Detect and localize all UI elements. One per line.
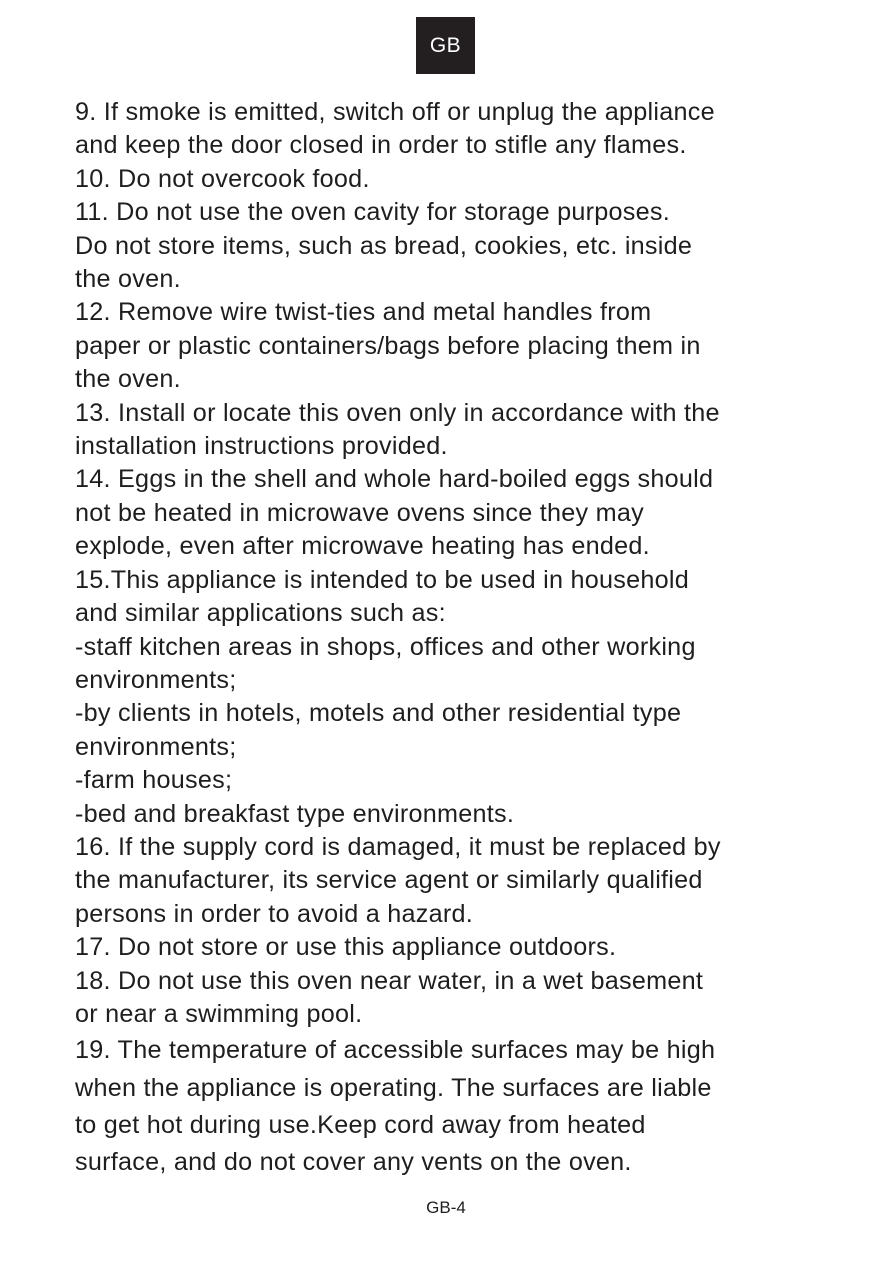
- text-line: 9. If smoke is emitted, switch off or unplug the appliance: [75, 98, 715, 126]
- text-line: environments;: [75, 732, 237, 761]
- text-line: to get hot during use.Keep cord away from heated: [75, 1110, 646, 1139]
- text-line: 15.This appliance is intended to be used in household: [75, 565, 689, 594]
- text-line: surface, and do not cover any vents on the oven.: [75, 1147, 632, 1176]
- text-line: the oven.: [75, 365, 181, 394]
- text-line: -farm houses;: [75, 766, 233, 795]
- safety-instructions-text: [75, 96, 855, 1180]
- text-line: 11. Do not use the oven cavity for storage purposes.: [75, 198, 670, 227]
- text-line: the manufacturer, its service agent or similarly qualified: [75, 866, 703, 895]
- text-line: not be heated in microwave ovens since they may: [75, 498, 644, 527]
- text-line: 16. If the supply cord is damaged, it must be replaced by: [75, 832, 721, 861]
- text-line: -bed and breakfast type environments.: [75, 799, 515, 828]
- text-line: environments;: [75, 665, 237, 694]
- text-line: persons in order to avoid a hazard.: [75, 899, 473, 928]
- text-line: 17. Do not store or use this appliance outdoors.: [75, 933, 617, 962]
- text-line: Do not store items, such as bread, cookies, etc. inside: [75, 231, 693, 260]
- text-line: 10. Do not overcook food.: [75, 164, 370, 193]
- text-line: 13. Install or locate this oven only in accordance with the: [75, 398, 720, 427]
- text-line: and similar applications such as:: [75, 599, 446, 628]
- text-line: 18. Do not use this oven near water, in a wet basement: [75, 966, 704, 995]
- text-line: when the appliance is operating. The surfaces are liable: [75, 1073, 712, 1102]
- text-line: or near a swimming pool.: [75, 999, 363, 1028]
- language-badge: GB: [416, 17, 475, 74]
- text-line: paper or plastic containers/bags before placing them in: [75, 331, 701, 360]
- text-line: -staff kitchen areas in shops, offices and other working: [75, 632, 696, 661]
- page-number: GB-4: [426, 1198, 466, 1217]
- text-line: and keep the door closed in order to stifle any flames.: [75, 131, 687, 160]
- text-line: 19. The temperature of accessible surfaces may be high: [75, 1036, 716, 1065]
- text-line: -by clients in hotels, motels and other residential type: [75, 699, 682, 728]
- text-line: explode, even after microwave heating has ended.: [75, 532, 650, 561]
- text-line: installation instructions provided.: [75, 432, 448, 461]
- text-line: 14. Eggs in the shell and whole hard-boiled eggs should: [75, 465, 714, 494]
- text-line: the oven.: [75, 265, 181, 294]
- text-line: 12. Remove wire twist-ties and metal handles from: [75, 298, 652, 327]
